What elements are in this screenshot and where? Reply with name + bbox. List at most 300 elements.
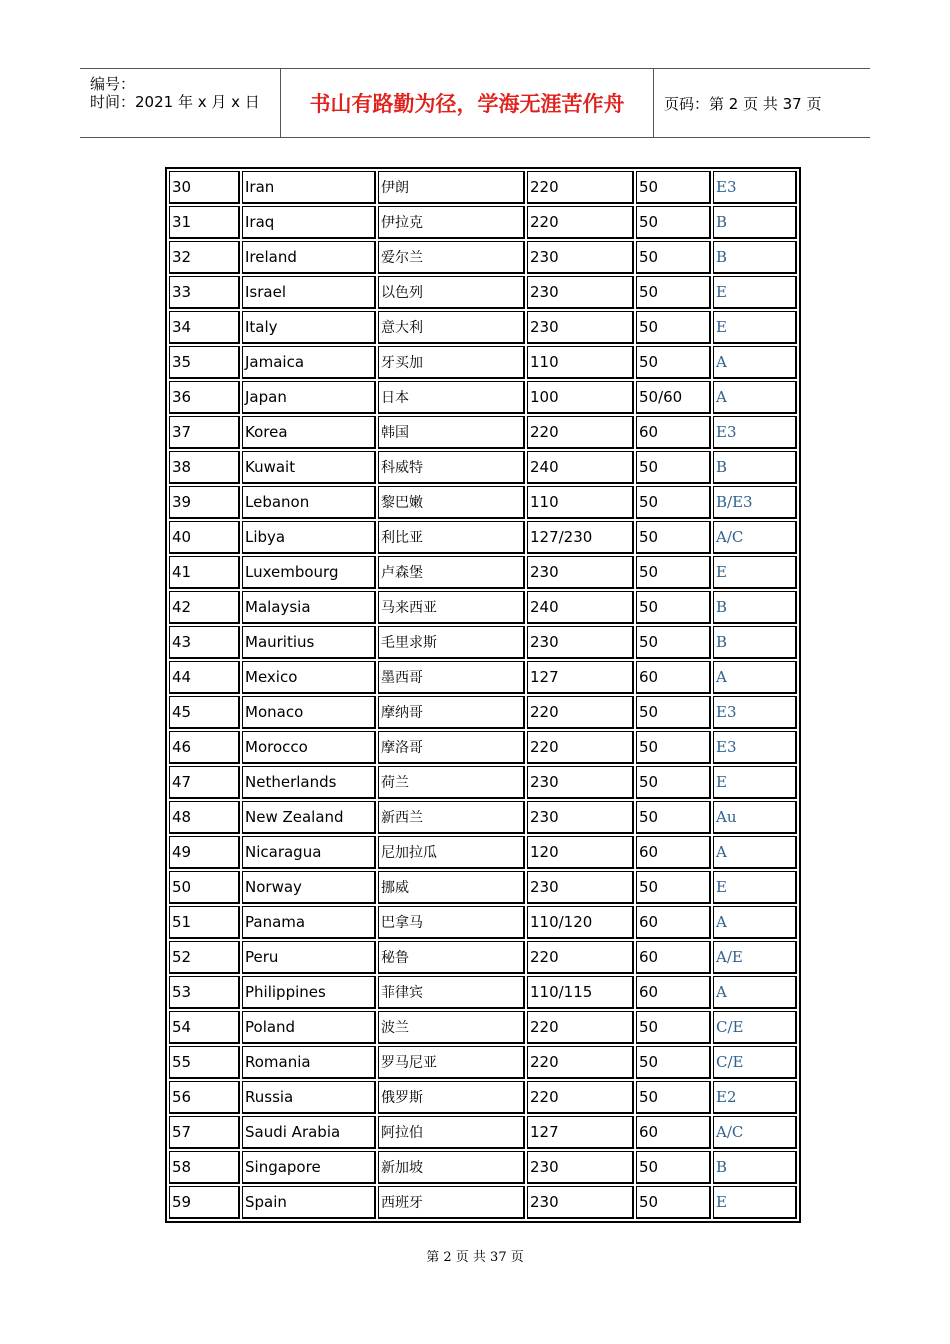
country-name-cn: 墨西哥: [381, 670, 423, 686]
voltage: 220: [530, 423, 559, 441]
country-name-cn-cell: [378, 1046, 525, 1079]
plug-type-cell: [713, 1046, 797, 1079]
country-name-cell: [242, 906, 376, 939]
row-number: 38: [172, 458, 192, 476]
country-name-cell: [242, 626, 376, 659]
frequency-cell: [636, 1151, 711, 1184]
plug-type-cell: [713, 801, 797, 834]
frequency-cell: [636, 941, 711, 974]
voltage-cell: [527, 521, 634, 554]
table-row: [169, 696, 797, 729]
country-name-cn-cell: [378, 766, 525, 799]
voltage: 230: [530, 248, 559, 266]
row-number-cell: [169, 206, 240, 239]
frequency: 50: [639, 633, 659, 651]
plug-type: B: [716, 633, 728, 651]
country-name-cn-cell: [378, 206, 525, 239]
row-number-cell: [169, 591, 240, 624]
country-name-cn-cell: [378, 1011, 525, 1044]
voltage: 230: [530, 773, 559, 791]
country-name-cn: 摩洛哥: [381, 740, 423, 756]
table-row: [169, 871, 797, 904]
row-number: 36: [172, 388, 192, 406]
frequency-cell: [636, 556, 711, 589]
country-name-cell: [242, 346, 376, 379]
plug-type-cell: [713, 556, 797, 589]
row-number: 37: [172, 423, 192, 441]
voltage-cell: [527, 346, 634, 379]
country-name-cn: 巴拿马: [381, 915, 423, 931]
country-name: Luxembourg: [245, 563, 339, 581]
table-row: [169, 906, 797, 939]
voltage: 110/115: [530, 983, 593, 1001]
country-name-cn-cell: [378, 941, 525, 974]
country-name-cn: 伊朗: [381, 180, 409, 196]
plug-type: B: [716, 213, 728, 231]
voltage: 110: [530, 493, 559, 511]
country-name-cell: [242, 731, 376, 764]
frequency: 50: [639, 178, 659, 196]
country-name: Iran: [245, 178, 275, 196]
plug-type: Au: [716, 808, 737, 826]
country-name-cn-cell: [378, 661, 525, 694]
country-name-cell: [242, 696, 376, 729]
country-name-cn: 利比亚: [381, 530, 423, 546]
table-row: [169, 976, 797, 1009]
country-name-cn-cell: [378, 276, 525, 309]
country-name-cn: 阿拉伯: [381, 1125, 423, 1141]
plug-type: A/E: [716, 948, 743, 966]
voltage: 110: [530, 353, 559, 371]
country-name-cn-cell: [378, 346, 525, 379]
voltage-cell: [527, 626, 634, 659]
frequency-cell: [636, 1116, 711, 1149]
country-name: Ireland: [245, 248, 297, 266]
plug-type-cell: [713, 696, 797, 729]
row-number: 53: [172, 983, 192, 1001]
voltage: 120: [530, 843, 559, 861]
table-row: [169, 241, 797, 274]
row-number: 33: [172, 283, 192, 301]
country-name-cell: [242, 206, 376, 239]
country-name-cn: 菲律宾: [381, 985, 423, 1001]
country-name-cell: [242, 1081, 376, 1114]
voltage-cell: [527, 731, 634, 764]
plug-type: E: [716, 563, 727, 581]
country-name-cell: [242, 1151, 376, 1184]
country-name-cn: 罗马尼亚: [381, 1055, 437, 1071]
frequency-cell: [636, 731, 711, 764]
country-name-cn: 马来西亚: [381, 600, 437, 616]
plug-type-cell: [713, 1116, 797, 1149]
plug-type-cell: [713, 766, 797, 799]
table-row: [169, 1151, 797, 1184]
table-row: [169, 1046, 797, 1079]
voltage-cell: [527, 1116, 634, 1149]
plug-type-cell: [713, 731, 797, 764]
row-number-cell: [169, 766, 240, 799]
country-name-cn-cell: [378, 626, 525, 659]
country-name-cn-cell: [378, 871, 525, 904]
plug-type-cell: [713, 451, 797, 484]
plug-type: C/E: [716, 1018, 744, 1036]
country-name: Norway: [245, 878, 302, 896]
row-number-cell: [169, 311, 240, 344]
voltage: 220: [530, 948, 559, 966]
country-name: Jamaica: [245, 353, 305, 371]
frequency-cell: [636, 591, 711, 624]
country-name-cn-cell: [378, 731, 525, 764]
country-voltage-table: [165, 167, 801, 1223]
row-number: 41: [172, 563, 192, 581]
row-number-cell: [169, 521, 240, 554]
country-name-cell: [242, 1116, 376, 1149]
country-name-cn-cell: [378, 976, 525, 1009]
plug-type-cell: [713, 1011, 797, 1044]
country-name: Italy: [245, 318, 278, 336]
table-row: [169, 1116, 797, 1149]
country-name: Singapore: [245, 1158, 321, 1176]
country-name-cell: [242, 976, 376, 1009]
plug-type-cell: [713, 941, 797, 974]
plug-type: B: [716, 1158, 728, 1176]
frequency: 50: [639, 1193, 659, 1211]
country-name-cell: [242, 1186, 376, 1219]
row-number-cell: [169, 661, 240, 694]
country-name-cell: [242, 381, 376, 414]
page-label: 页码：第 2 页 共 37 页: [664, 94, 822, 113]
row-number: 35: [172, 353, 192, 371]
frequency: 50: [639, 318, 659, 336]
number-label: 编号：: [90, 75, 136, 93]
row-number-cell: [169, 941, 240, 974]
country-name: Spain: [245, 1193, 287, 1211]
row-number: 57: [172, 1123, 192, 1141]
voltage-cell: [527, 416, 634, 449]
table-row: [169, 766, 797, 799]
table-row: [169, 451, 797, 484]
plug-type: A/C: [716, 1123, 744, 1141]
plug-type: E: [716, 878, 727, 896]
country-name-cell: [242, 591, 376, 624]
row-number: 40: [172, 528, 192, 546]
country-name: Libya: [245, 528, 286, 546]
voltage-cell: [527, 171, 634, 204]
row-number-cell: [169, 696, 240, 729]
table-row: [169, 836, 797, 869]
table-row: [169, 801, 797, 834]
table-row: [169, 1011, 797, 1044]
frequency: 50: [639, 353, 659, 371]
country-name: Monaco: [245, 703, 304, 721]
country-name-cn: 俄罗斯: [381, 1090, 423, 1106]
plug-type-cell: [713, 416, 797, 449]
voltage: 220: [530, 738, 559, 756]
country-name-cn-cell: [378, 1151, 525, 1184]
page-header: [80, 68, 870, 138]
country-name: Lebanon: [245, 493, 310, 511]
country-name: Russia: [245, 1088, 294, 1106]
row-number: 45: [172, 703, 192, 721]
country-name-cn: 新西兰: [381, 810, 423, 826]
table-row: [169, 591, 797, 624]
row-number: 50: [172, 878, 192, 896]
voltage: 127: [530, 668, 559, 686]
country-name: Poland: [245, 1018, 296, 1036]
voltage: 240: [530, 458, 559, 476]
voltage-cell: [527, 276, 634, 309]
row-number: 46: [172, 738, 192, 756]
voltage-cell: [527, 1046, 634, 1079]
footer-text: 第 2 页 共 37 页: [426, 1250, 524, 1265]
row-number: 39: [172, 493, 192, 511]
plug-type-cell: [713, 976, 797, 1009]
voltage-cell: [527, 381, 634, 414]
frequency-cell: [636, 311, 711, 344]
frequency: 50: [639, 213, 659, 231]
plug-type: E3: [716, 703, 737, 721]
country-name-cn: 荷兰: [381, 775, 409, 791]
plug-type: C/E: [716, 1053, 744, 1071]
country-name-cn-cell: [378, 241, 525, 274]
frequency: 60: [639, 423, 659, 441]
row-number: 31: [172, 213, 192, 231]
voltage-cell: [527, 486, 634, 519]
voltage: 220: [530, 213, 559, 231]
country-name: Israel: [245, 283, 286, 301]
table-row: [169, 626, 797, 659]
frequency-cell: [636, 976, 711, 1009]
country-name-cell: [242, 171, 376, 204]
country-name: Philippines: [245, 983, 326, 1001]
plug-type-cell: [713, 836, 797, 869]
row-number-cell: [169, 486, 240, 519]
voltage-cell: [527, 766, 634, 799]
plug-type: A: [716, 983, 727, 1001]
row-number: 47: [172, 773, 192, 791]
row-number: 32: [172, 248, 192, 266]
country-name-cn-cell: [378, 1116, 525, 1149]
frequency-cell: [636, 1081, 711, 1114]
header-meta: [80, 69, 281, 137]
slogan: 书山有路勤为径，学海无涯苦作舟: [309, 92, 625, 116]
country-name-cn: 西班牙: [381, 1195, 423, 1211]
frequency: 60: [639, 983, 659, 1001]
voltage: 110/120: [530, 913, 593, 931]
country-name-cn-cell: [378, 836, 525, 869]
plug-type-cell: [713, 1186, 797, 1219]
plug-type: A: [716, 668, 727, 686]
voltage: 230: [530, 283, 559, 301]
row-number: 56: [172, 1088, 192, 1106]
country-name-cell: [242, 801, 376, 834]
country-name-cell: [242, 311, 376, 344]
country-name-cell: [242, 521, 376, 554]
voltage: 220: [530, 1053, 559, 1071]
row-number-cell: [169, 976, 240, 1009]
country-name-cn: 伊拉克: [381, 215, 423, 231]
plug-type: E: [716, 318, 727, 336]
header-slogan-cell: [281, 69, 654, 137]
table-row: [169, 1186, 797, 1219]
voltage: 220: [530, 1088, 559, 1106]
frequency-cell: [636, 696, 711, 729]
voltage-cell: [527, 556, 634, 589]
voltage-cell: [527, 451, 634, 484]
country-name: Panama: [245, 913, 306, 931]
country-name: Peru: [245, 948, 279, 966]
row-number-cell: [169, 801, 240, 834]
country-name-cn-cell: [378, 521, 525, 554]
frequency: 50: [639, 703, 659, 721]
frequency: 50: [639, 773, 659, 791]
frequency-cell: [636, 871, 711, 904]
voltage: 230: [530, 563, 559, 581]
row-number: 55: [172, 1053, 192, 1071]
country-name-cell: [242, 1046, 376, 1079]
table-row: [169, 941, 797, 974]
voltage-cell: [527, 591, 634, 624]
plug-type-cell: [713, 626, 797, 659]
row-number-cell: [169, 1116, 240, 1149]
plug-type-cell: [713, 661, 797, 694]
plug-type: E: [716, 773, 727, 791]
table-row: [169, 171, 797, 204]
plug-type-cell: [713, 906, 797, 939]
row-number-cell: [169, 731, 240, 764]
country-name-cn: 韩国: [381, 425, 409, 441]
country-name-cn: 意大利: [381, 320, 423, 336]
country-name-cn-cell: [378, 171, 525, 204]
plug-type: B/E3: [716, 493, 753, 511]
row-number: 51: [172, 913, 192, 931]
voltage: 127: [530, 1123, 559, 1141]
row-number-cell: [169, 241, 240, 274]
frequency: 50: [639, 248, 659, 266]
table-row: [169, 521, 797, 554]
row-number-cell: [169, 171, 240, 204]
country-name-cell: [242, 941, 376, 974]
date-label: 时间：2021 年 x 月 x 日: [90, 93, 260, 111]
voltage-cell: [527, 311, 634, 344]
plug-type: B: [716, 458, 728, 476]
country-name-cn: 黎巴嫩: [381, 495, 423, 511]
country-name-cn: 新加坡: [381, 1160, 423, 1176]
country-name-cn: 秘鲁: [381, 950, 409, 966]
table-row: [169, 381, 797, 414]
plug-type-cell: [713, 486, 797, 519]
plug-type: E3: [716, 423, 737, 441]
country-name-cn: 日本: [381, 390, 409, 406]
table-row: [169, 1081, 797, 1114]
country-name: Malaysia: [245, 598, 311, 616]
row-number-cell: [169, 626, 240, 659]
country-name-cell: [242, 276, 376, 309]
country-name-cn: 牙买加: [381, 355, 423, 371]
country-name-cell: [242, 871, 376, 904]
frequency: 50/60: [639, 388, 683, 406]
country-name: Netherlands: [245, 773, 337, 791]
frequency-cell: [636, 1046, 711, 1079]
country-name: New Zealand: [245, 808, 344, 826]
voltage: 230: [530, 318, 559, 336]
row-number: 49: [172, 843, 192, 861]
row-number-cell: [169, 276, 240, 309]
country-name-cell: [242, 451, 376, 484]
frequency-cell: [636, 171, 711, 204]
country-name-cn: 波兰: [381, 1020, 409, 1036]
country-name-cn-cell: [378, 1081, 525, 1114]
frequency-cell: [636, 1011, 711, 1044]
frequency-cell: [636, 486, 711, 519]
voltage-cell: [527, 1186, 634, 1219]
voltage-cell: [527, 696, 634, 729]
country-name-cell: [242, 661, 376, 694]
frequency-cell: [636, 451, 711, 484]
plug-type: E3: [716, 738, 737, 756]
row-number: 52: [172, 948, 192, 966]
country-name-cn-cell: [378, 416, 525, 449]
voltage-cell: [527, 1081, 634, 1114]
country-name-cell: [242, 766, 376, 799]
table-row: [169, 556, 797, 589]
country-name-cell: [242, 486, 376, 519]
voltage-cell: [527, 906, 634, 939]
table-row: [169, 276, 797, 309]
frequency-cell: [636, 766, 711, 799]
plug-type: E2: [716, 1088, 737, 1106]
country-name: Saudi Arabia: [245, 1123, 341, 1141]
frequency: 60: [639, 948, 659, 966]
frequency: 50: [639, 283, 659, 301]
country-name: Mexico: [245, 668, 298, 686]
row-number: 54: [172, 1018, 192, 1036]
country-name-cell: [242, 1011, 376, 1044]
row-number-cell: [169, 1081, 240, 1114]
frequency-cell: [636, 661, 711, 694]
country-name: Korea: [245, 423, 288, 441]
plug-type: B: [716, 248, 728, 266]
row-number-cell: [169, 346, 240, 379]
frequency: 60: [639, 668, 659, 686]
plug-type-cell: [713, 311, 797, 344]
voltage-cell: [527, 1011, 634, 1044]
voltage-cell: [527, 1151, 634, 1184]
page-footer: [0, 1246, 950, 1265]
country-name: Romania: [245, 1053, 311, 1071]
frequency-cell: [636, 206, 711, 239]
voltage-cell: [527, 801, 634, 834]
row-number-cell: [169, 1011, 240, 1044]
frequency: 50: [639, 1158, 659, 1176]
voltage: 230: [530, 1193, 559, 1211]
row-number-cell: [169, 836, 240, 869]
table-row: [169, 346, 797, 379]
table-row: [169, 486, 797, 519]
voltage-cell: [527, 836, 634, 869]
country-name-cn: 毛里求斯: [381, 635, 437, 651]
country-name-cn-cell: [378, 381, 525, 414]
country-name-cn: 卢森堡: [381, 565, 423, 581]
frequency-cell: [636, 626, 711, 659]
row-number: 48: [172, 808, 192, 826]
plug-type-cell: [713, 871, 797, 904]
row-number-cell: [169, 906, 240, 939]
voltage-cell: [527, 941, 634, 974]
country-name-cn: 爱尔兰: [381, 250, 423, 266]
voltage: 240: [530, 598, 559, 616]
country-name-cn: 科威特: [381, 460, 423, 476]
